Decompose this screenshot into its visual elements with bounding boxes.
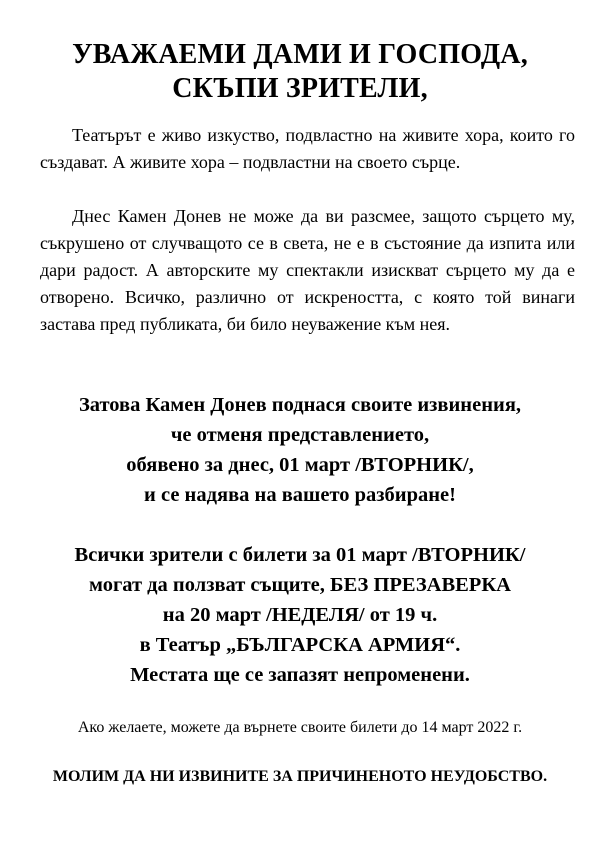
explanation-paragraph bbox=[40, 203, 575, 338]
cancellation-notice bbox=[0, 390, 600, 510]
reschedule-notice bbox=[0, 540, 600, 690]
cancellation-line: че отменя представлението, bbox=[170, 424, 430, 446]
intro-paragraph-text: Театърът е живо изкуство, подвластно на живите хора, които го създават. А живите хора – подвластни на своето сърце. bbox=[40, 125, 575, 172]
apology-line: МОЛИМ ДА НИ ИЗВИНИТЕ ЗА ПРИЧИНЕНОТО НЕУДОБСТВО. bbox=[52, 768, 548, 785]
reschedule-line: Местата ще се запазят непроменени. bbox=[130, 664, 470, 686]
heading-line-2: СКЪПИ ЗРИТЕЛИ, bbox=[172, 73, 428, 104]
cancellation-line: и се надява на вашето разбиране! bbox=[144, 484, 456, 506]
reschedule-line: Всички зрители с билети за 01 март /ВТОРНИК/ bbox=[74, 544, 526, 566]
reschedule-line: могат да ползват същите, БЕЗ ПРЕЗАВЕРКА bbox=[89, 574, 511, 596]
reschedule-line: в Театър „БЪЛГАРСКА АРМИЯ“. bbox=[139, 634, 461, 656]
reschedule-line: на 20 март /НЕДЕЛЯ/ от 19 ч. bbox=[162, 604, 438, 626]
explanation-paragraph-text: Днес Камен Донев не може да ви разсмее, защото сърцето му, съкрушено от случващото се в света, не е в състояние да изпита или дари радост. А авторските му спектакли изискват сърцето му да е отворено. Всичко, различно от искреността, с която той винаги застава пред публиката, би било неуважение към нея. bbox=[40, 206, 575, 334]
cancellation-line: обявено за днес, 01 март /ВТОРНИК/, bbox=[126, 454, 474, 476]
refund-note: Ако желаете, можете да върнете своите билети до 14 март 2022 г. bbox=[77, 719, 523, 736]
intro-paragraph bbox=[40, 122, 575, 176]
cancellation-line: Затова Камен Донев поднася своите извинения, bbox=[78, 394, 522, 416]
heading-line-1: УВАЖАЕМИ ДАМИ И ГОСПОДА, bbox=[72, 39, 528, 70]
